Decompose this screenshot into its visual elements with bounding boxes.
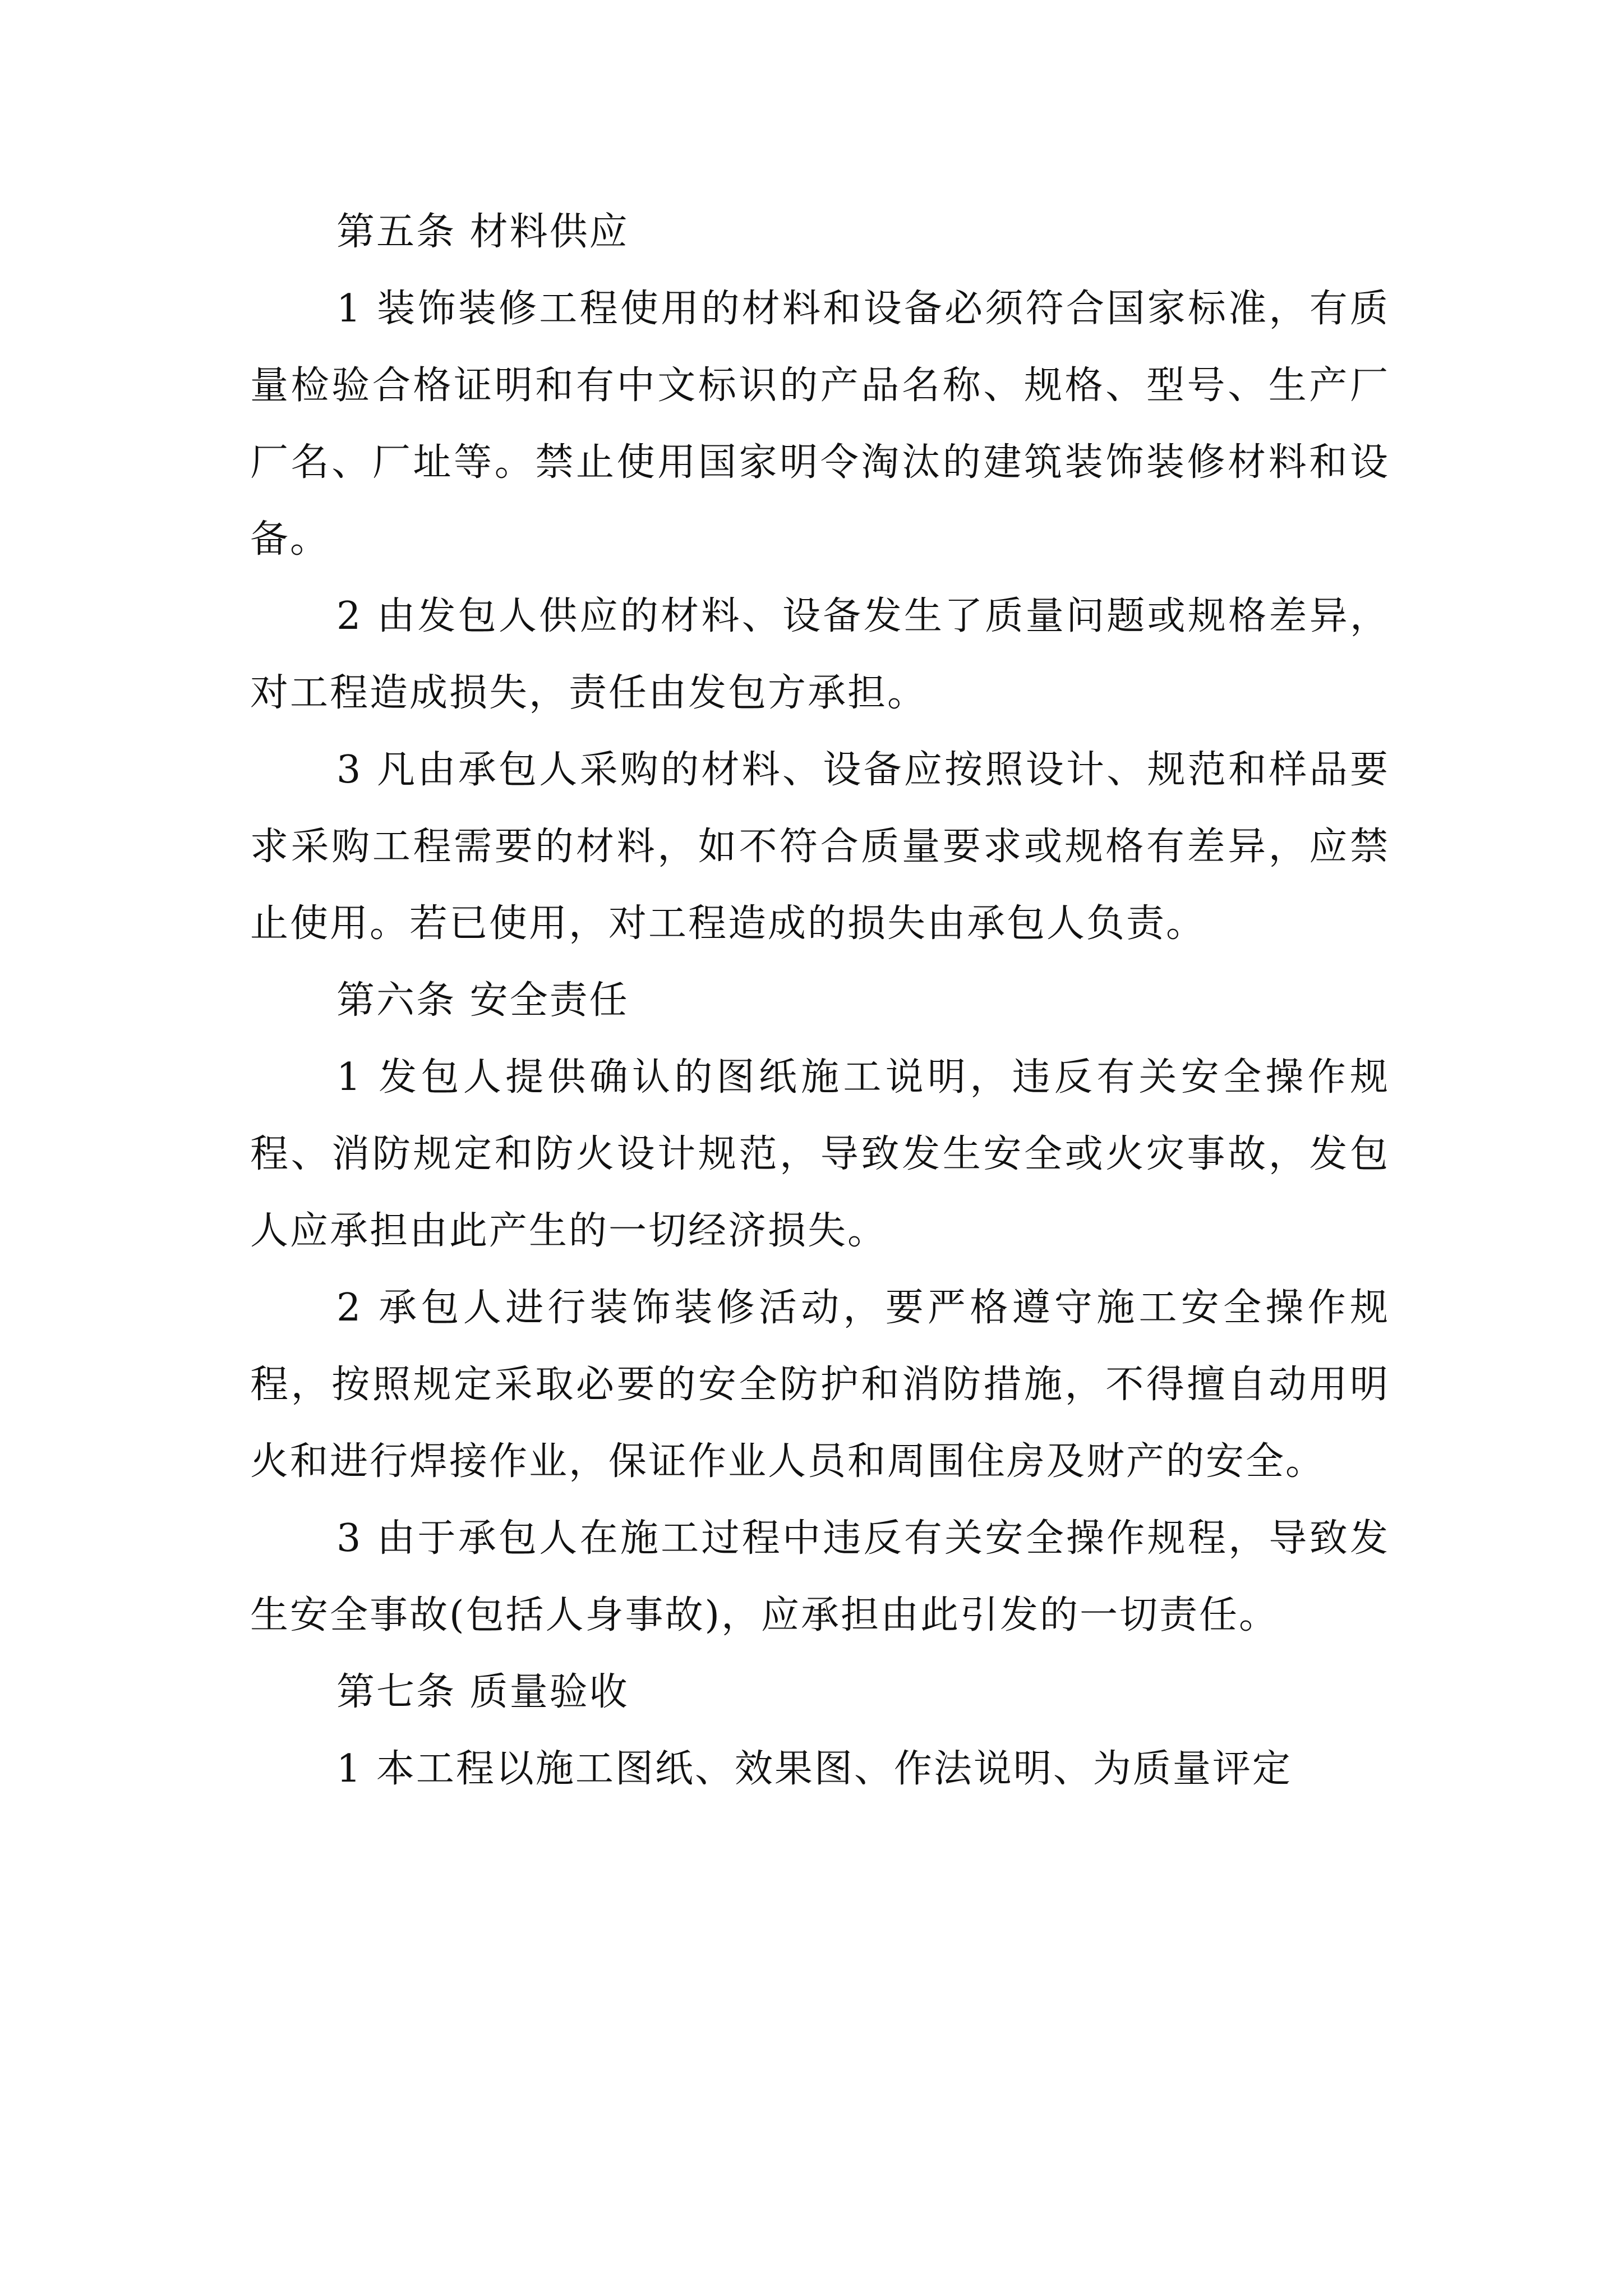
paragraph-6-2: 2 承包人进行装饰装修活动，要严格遵守施工安全操作规程，按照规定采取必要的安全防护和消防措施，不得擅自动用明火和进行焊接作业，保证作业人员和周围住房及财产的安全。 xyxy=(250,1286,1390,1484)
paragraph-6-1: 1 发包人提供确认的图纸施工说明，违反有关安全操作规程、消防规定和防火设计规范，导致发生安全或火灾事故，发包人应承担由此产生的一切经济损失。 xyxy=(250,1055,1390,1253)
paragraph-7-1: 1 本工程以施工图纸、效果图、作法说明、为质量评定 xyxy=(336,1747,1292,1791)
paragraph-5-1: 1 装饰装修工程使用的材料和设备必须符合国家标准，有质量检验合格证明和有中文标识的产品名称、规格、型号、生产厂厂名、厂址等。禁止使用国家明令淘汰的建筑装饰装修材料和设备。 xyxy=(250,287,1390,562)
section-heading-article-6: 第六条 安全责任 xyxy=(336,978,629,1023)
paragraph-5-2: 2 由发包人供应的材料、设备发生了质量问题或规格差异，对工程造成损失，责任由发包方承担。 xyxy=(250,594,1390,715)
section-heading-article-5: 第五条 材料供应 xyxy=(336,210,629,254)
paragraph-6-3: 3 由于承包人在施工过程中违反有关安全操作规程，导致发生安全事故(包括人身事故)，应承担由此引发的一切责任。 xyxy=(250,1516,1390,1637)
document-body xyxy=(250,194,1390,1807)
section-heading-article-7: 第七条 质量验收 xyxy=(336,1670,629,1714)
paragraph-5-3: 3 凡由承包人采购的材料、设备应按照设计、规范和样品要求采购工程需要的材料，如不符合质量要求或规格有差异，应禁止使用。若已使用，对工程造成的损失由承包人负责。 xyxy=(250,748,1390,946)
